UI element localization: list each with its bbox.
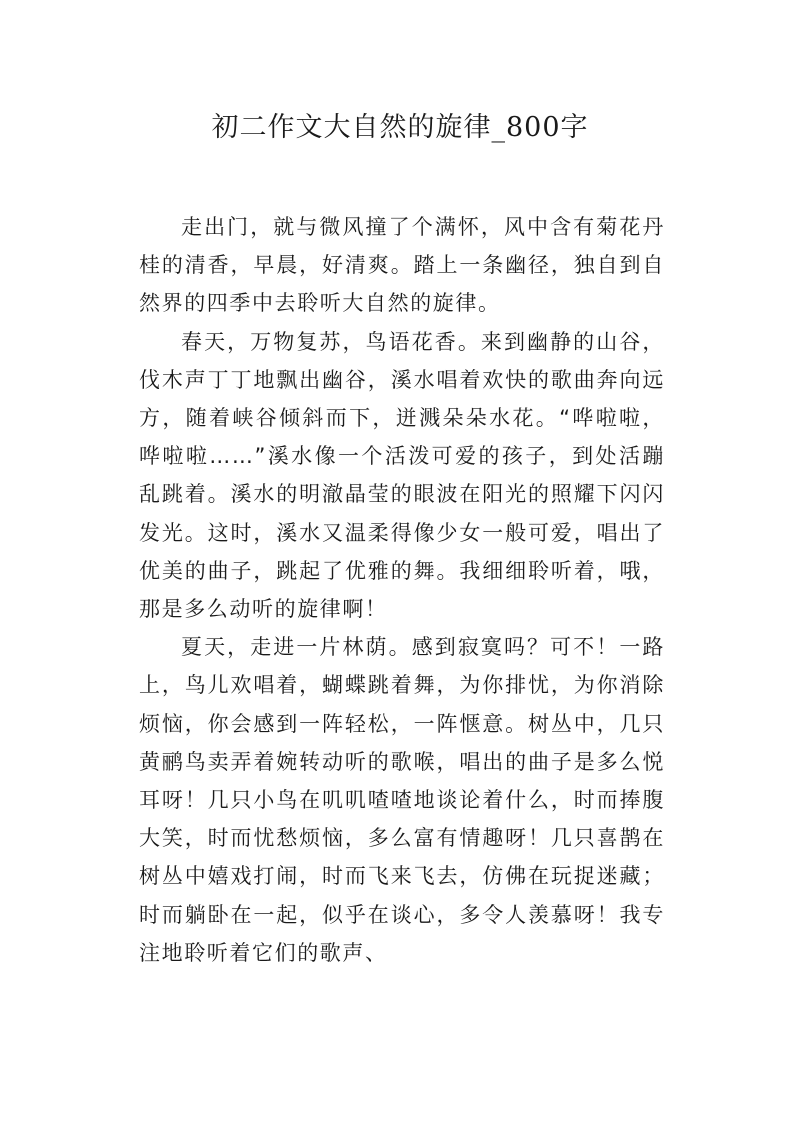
paragraph-spring: 春天，万物复苏，鸟语花香。来到幽静的山谷，伐木声丁丁地飘出幽谷，溪水唱着欢快的歌曲奔向远方，随着峡谷倾斜而下，迸溅朵朵水花。“哗啦啦，哗啦啦……”溪水像一个活泼可爱的孩子，到处活蹦乱跳着。溪水的明澈晶莹的眼波在阳光的照耀下闪闪发光。这时，溪水又温柔得像少女一般可爱，唱出了优美的曲子，跳起了优雅的舞。我细细聆听着，哦，那是多么动听的旋律啊！ xyxy=(139,329,665,622)
document-title: 初二作文大自然的旋律_800字 xyxy=(211,112,589,143)
paragraph-summer: 夏天，走进一片林荫。感到寂寞吗？可不！一路上，鸟儿欢唱着，蝴蝶跳着舞，为你排忧，为你消除烦恼，你会感到一阵轻松，一阵惬意。树丛中，几只黄鹂鸟卖弄着婉转动听的歌喉，唱出的曲子是多么悦耳呀！几只小鸟在叽叽喳喳地谈论着什么，时而捧腹大笑，时而忧愁烦恼，多么富有情趣呀！几只喜鹊在树丛中嬉戏打闹，时而飞来飞去，仿佛在玩捉迷藏；时而躺卧在一起，似乎在谈心，多令人羡慕呀！我专注地聆听着它们的歌声、 xyxy=(139,635,665,965)
paragraph-intro: 走出门，就与微风撞了个满怀，风中含有菊花丹桂的清香，早晨，好清爽。踏上一条幽径，独自到自然界的四季中去聆听大自然的旋律。 xyxy=(139,215,665,316)
document-body xyxy=(139,208,665,972)
